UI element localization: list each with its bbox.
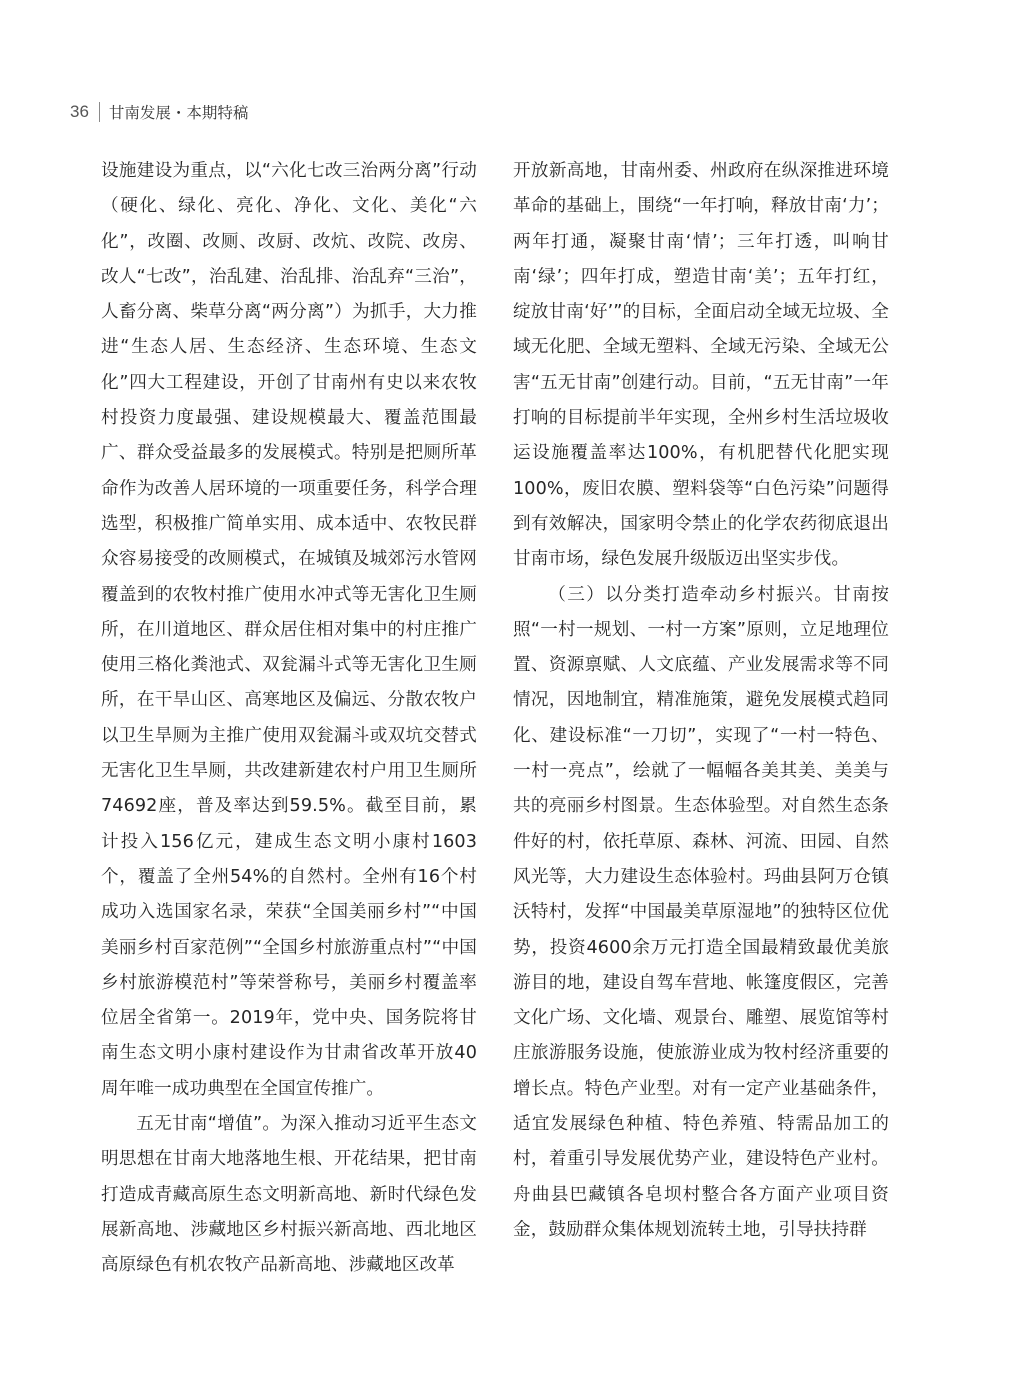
- header-divider: [99, 102, 100, 122]
- right-column: [513, 154, 889, 1248]
- body-paragraph: 五无甘南“增值”。为深入推动习近平生态文明思想在甘南大地落地生根、开花结果，把甘南打造成青藏高原生态文明新高地、新时代绿色发展新高地、涉藏地区乡村振兴新高地、西北地区高原绿色有机农牧产品新高地、涉藏地区改革: [101, 1114, 477, 1276]
- page-header: [70, 99, 248, 125]
- body-paragraph: 设施建设为重点，以“六化七改三治两分离”行动（硬化、绿化、亮化、净化、文化、美化“六化”，改圈、改厕、改厨、改炕、改院、改房、改人“七改”，治乱建、治乱排、治乱弃“三治”，人畜分离、柴草分离“两分离”）为抓手，大力推进“生态人居、生态经济、生态环境、生态文化”四大工程建设，开创了甘南州有史以来农牧村投资力度最强、建设规模最大、覆盖范围最广、群众受益最多的发展模式。特别是把厕所革命作为改善人居环境的一项重要任务，科学合理选型，积极推广简单实用、成本适中、农牧民群众容易接受的改厕模式，在城镇及城郊污水管网覆盖到的农牧村推广使用水冲式等无害化卫生厕所，在川道地区、群众居住相对集中的村庄推广使用三格化粪池式、双瓮漏斗式等无害化卫生厕所，在干旱山区、高寒地区及偏远、分散农牧户以卫生旱厕为主推广使用双瓮漏斗或双坑交替式无害化卫生旱厕，共改建新建农村户用卫生厕所74692座，普及率达到59.5%。截至目前，累计投入156亿元，建成生态文明小康村1603个，覆盖了全州54%的自然村。全州有16个村成功入选国家名录，荣获“全国美丽乡村”“中国美丽乡村百家范例”“全国乡村旅游重点村”“中国乡村旅游模范村”等荣誉称号，美丽乡村覆盖率位居全省第一。2019年，党中央、国务院将甘南生态文明小康村建设作为甘肃省改革开放40周年唯一成功典型在全国宣传推广。: [101, 161, 477, 1099]
- section-paragraph: （三）以分类打造牵动乡村振兴。甘南按照“一村一规划、一村一方案”原则，立足地理位置、资源禀赋、人文底蕴、产业发展需求等不同情况，因地制宜，精准施策，避免发展模式趋同化、建设标准“一刀切”，实现了“一村一特色、一村一亮点”，绘就了一幅幅各美其美、美美与共的亮丽乡村图景。生态体验型。对自然生态条件好的村，依托草原、森林、河流、田园、自然风光等，大力建设生态体验村。玛曲县阿万仓镇沃特村，发挥“中国最美草原湿地”的独特区位优势，投资4600余万元打造全国最精致最优美旅游目的地，建设自驾车营地、帐篷度假区，完善文化广场、文化墙、观景台、雕塑、展览馆等村庄旅游服务设施，使旅游业成为牧村经济重要的增长点。特色产业型。对有一定产业基础条件，适宜发展绿色种植、特色养殖、特需品加工的村，着重引导发展优势产业，建设特色产业村。舟曲县巴藏镇各皂坝村整合各方面产业项目资金，鼓励群众集体规划流转土地，引导扶持群: [513, 584, 889, 1240]
- running-title: 甘南发展・本期特稿: [108, 104, 249, 122]
- page-number: 36: [70, 102, 89, 121]
- left-column: [101, 154, 477, 1284]
- body-paragraph: 开放新高地，甘南州委、州政府在纵深推进环境革命的基础上，围绕“一年打响，释放甘南‘力’；两年打通，凝聚甘南‘情’；三年打透，叫响甘南‘绿’；四年打成，塑造甘南‘美’；五年打红，绽放甘南‘好’”的目标，全面启动全域无垃圾、全域无化肥、全域无塑料、全域无污染、全域无公害“五无甘南”创建行动。目前，“五无甘南”一年打响的目标提前半年实现，全州乡村生活垃圾收运设施覆盖率达100%，有机肥替代化肥实现100%，废旧农膜、塑料袋等“白色污染”问题得到有效解决，国家明令禁止的化学农药彻底退出甘南市场，绿色发展升级版迈出坚实步伐。: [513, 161, 889, 570]
